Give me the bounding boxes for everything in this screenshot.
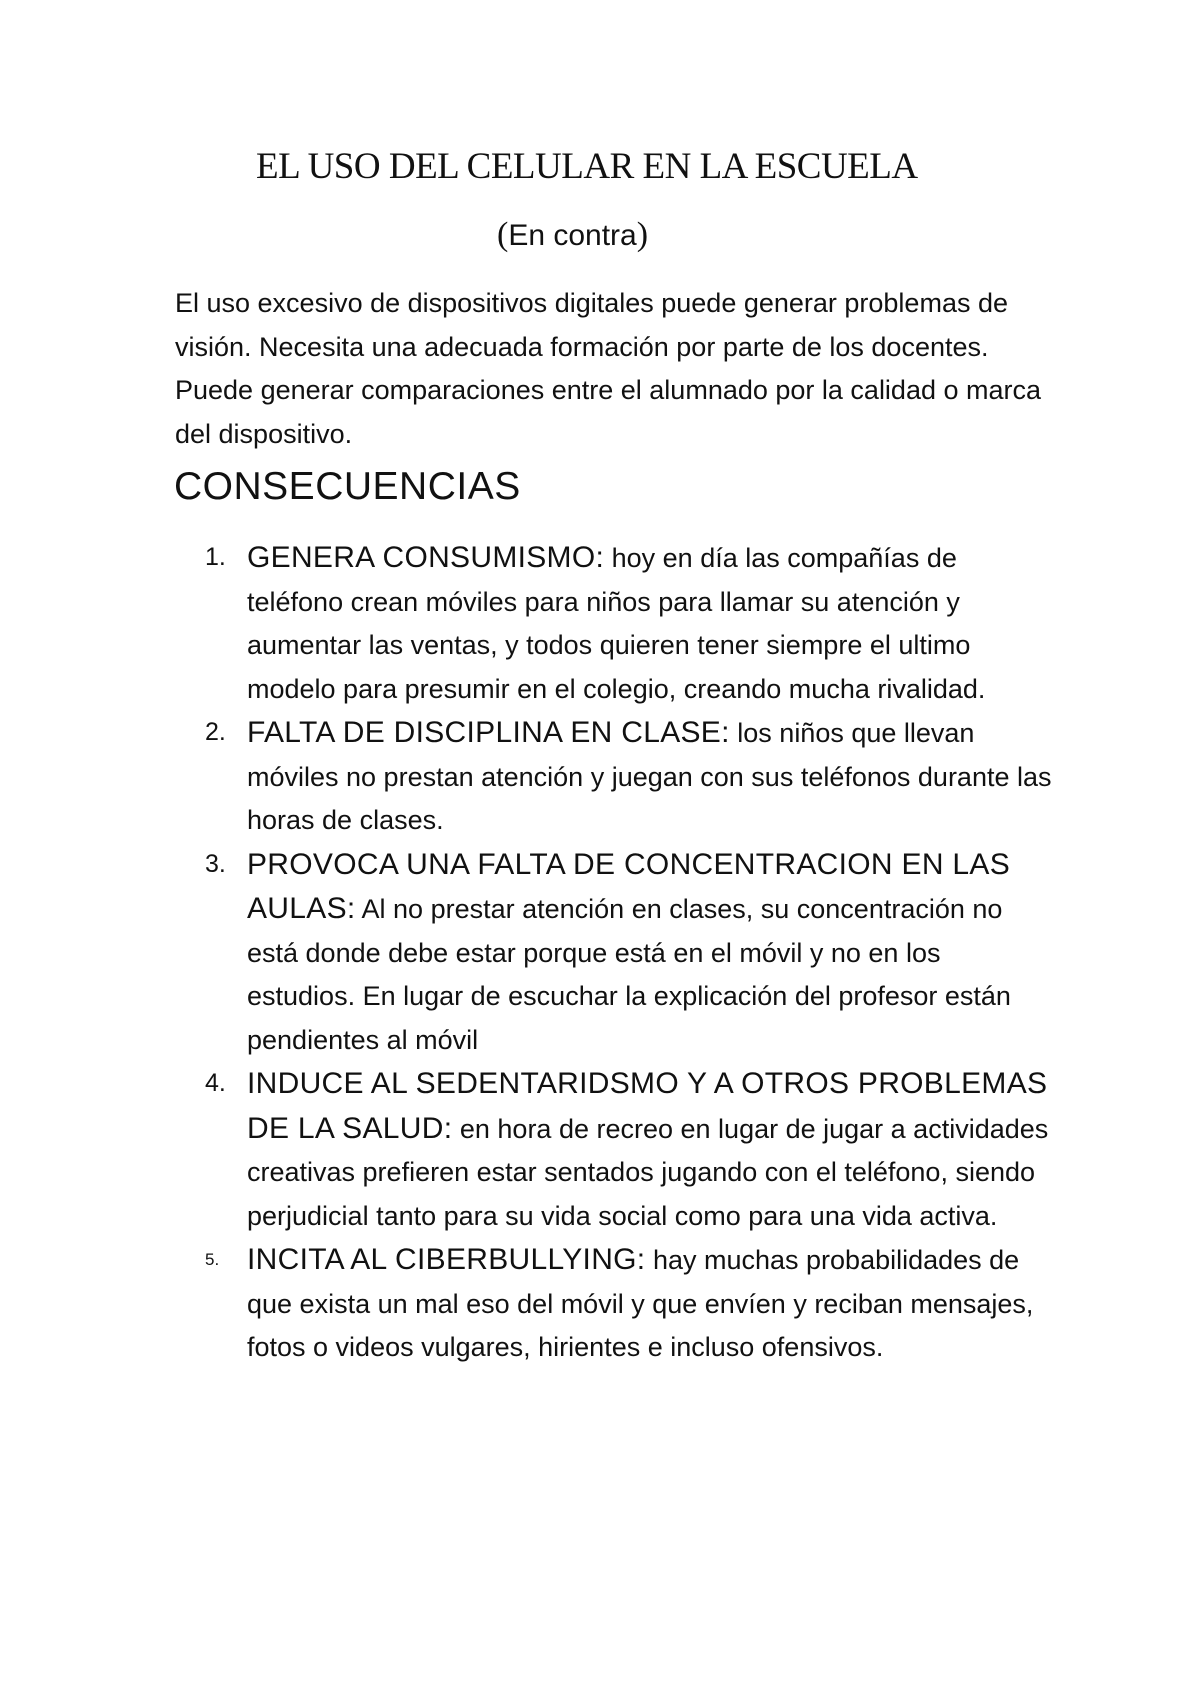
- list-item-heading: GENERA CONSUMISMO:: [247, 541, 605, 574]
- consequences-list: [175, 536, 1055, 1370]
- list-item-heading: FALTA DE DISCIPLINA EN CLASE:: [247, 716, 730, 749]
- list-item-number: 2.: [205, 718, 226, 746]
- subtitle-open-paren: (: [497, 216, 509, 253]
- list-item-number: 4.: [205, 1069, 226, 1097]
- section-heading: CONSECUENCIAS: [174, 465, 521, 508]
- list-item-number: 5.: [205, 1250, 220, 1269]
- document-subtitle: [497, 215, 648, 254]
- list-item-text: Al no prestar atención en clases, su concentración no está donde debe estar porque está en el móvil y no en los estudios. En lugar de escuchar la explicación del profesor están pendientes al móvil: [247, 894, 1011, 1055]
- subtitle-close-paren: ): [636, 216, 649, 253]
- intro-paragraph: El uso excesivo de dispositivos digitales puede generar problemas de visión. Necesita una adecuada formación por parte de los docentes. Puede generar comparaciones entre el alumnado por la calidad o marca del dispositivo.: [175, 288, 1042, 449]
- list-item: [175, 843, 1055, 1063]
- list-item-text: hay muchas probabilidades de que exista un mal eso del móvil y que envíen y reciban mensajes, fotos o videos vulgares, hirientes e incluso ofensivos.: [247, 1245, 1034, 1362]
- list-item-number: 3.: [205, 849, 226, 878]
- list-item-heading: PROVOCA UNA FALTA DE CONCENTRACION EN LAS AULAS:: [247, 847, 1011, 925]
- list-item: [175, 1062, 1055, 1238]
- list-item-text: en hora de recreo en lugar de jugar a actividades creativas prefieren estar sentados jugando con el teléfono, siendo perjudicial tanto para su vida social como para una vida activa.: [247, 1113, 1049, 1231]
- list-item: [175, 1238, 1055, 1370]
- list-item-text: los niños que llevan móviles no prestan atención y juegan con sus teléfonos durante las horas de clases.: [247, 718, 1052, 835]
- list-item-text: hoy en día las compañías de teléfono crean móviles para niños para llamar su atención y aumentar las ventas, y todos quieren tener siempre el ultimo modelo para presumir en el colegio, creando mucha rivalidad.: [247, 543, 986, 704]
- list-item: [175, 711, 1055, 843]
- list-item-heading: INCITA AL CIBERBULLYING:: [247, 1243, 646, 1276]
- list-item-heading: INDUCE AL SEDENTARIDSMO Y A OTROS PROBLEMAS DE LA SALUD:: [247, 1067, 1048, 1145]
- list-item: [175, 536, 1055, 711]
- list-item-number: 1.: [205, 543, 226, 571]
- document-title: EL USO DEL CELULAR EN LA ESCUELA: [256, 146, 918, 187]
- subtitle-word: En contra: [508, 219, 637, 252]
